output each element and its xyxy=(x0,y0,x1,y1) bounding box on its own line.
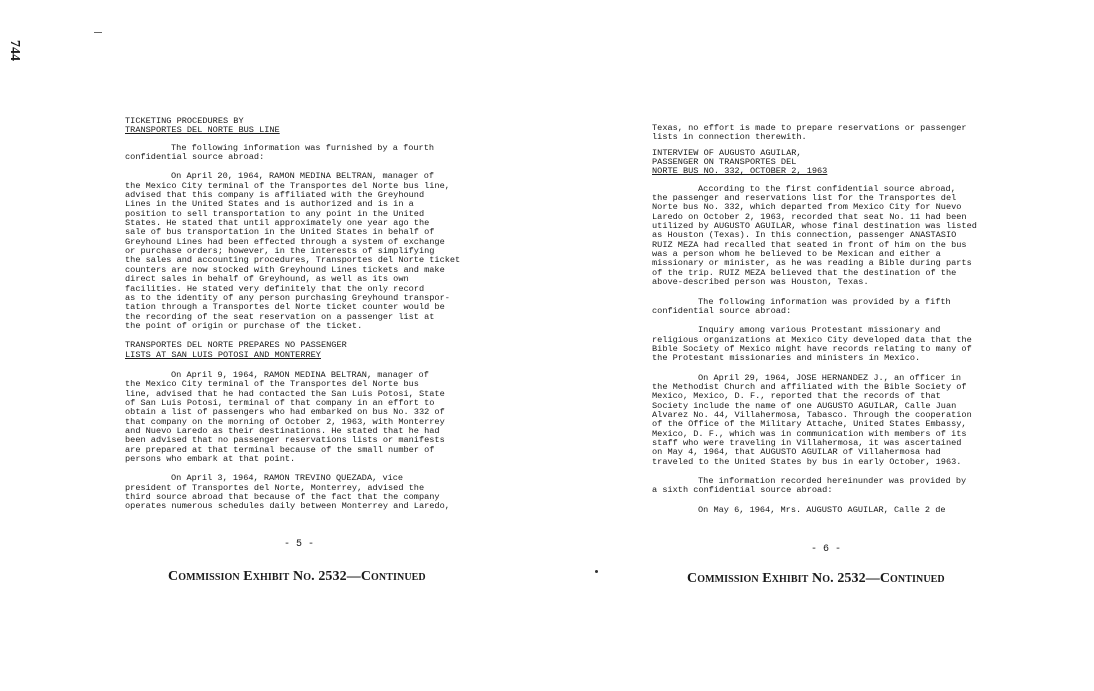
text-line: Society include the name of one AUGUSTO AGUILAR, Calle Juan xyxy=(652,400,957,411)
text-line: above-described person was Houston, Texas. xyxy=(652,277,869,288)
paragraph xyxy=(652,298,1002,317)
text-line: staff who were traveling in Villahermosa, it was ascertained xyxy=(652,437,962,448)
text-line: position to sell transportation to any point in the United xyxy=(125,208,425,219)
text-line: Laredo on October 2, 1963, recorded that seat No. 11 had been xyxy=(652,211,967,222)
text-line: On April 9, 1964, RAMON MEDINA BELTRAN, manager of xyxy=(171,369,429,380)
right-page-text xyxy=(652,124,1002,515)
text-line: of San Luis Potosi, terminal of that company in an effort to xyxy=(125,397,435,408)
text-line: the point of origin or purchase of the ticket. xyxy=(125,320,363,331)
text-line: as to the identity of any person purchasing Greyhound transpor- xyxy=(125,292,450,303)
text-line: On April 20, 1964, RAMON MEDINA BELTRAN, manager of xyxy=(171,171,435,182)
text-line: been advised that no passenger reservations lists or manifests xyxy=(125,435,445,446)
text-line: confidential source abroad: xyxy=(652,305,792,316)
text-line: Lines in the United States and is authorized and is in a xyxy=(125,199,414,210)
heading-ticketing xyxy=(125,117,470,136)
text-line: confidential source abroad: xyxy=(125,152,265,163)
paragraph xyxy=(652,124,1002,143)
text-line: utilized by AUGUSTO AGUILAR, whose final destination was listed xyxy=(652,221,977,232)
exhibit-caption-right: Commission Exhibit No. 2532—Continued xyxy=(687,571,945,586)
text-line: Greyhound Lines had been effected through a system of exchange xyxy=(125,236,445,247)
text-line: religious organizations at Mexico City developed data that the xyxy=(652,334,972,345)
paragraph xyxy=(652,506,1002,515)
text-line: a sixth confidential source abroad: xyxy=(652,485,833,496)
heading-line: NORTE BUS NO. 332, OCTOBER 2, 1963 xyxy=(652,166,828,177)
text-line: The information recorded hereinunder was provided by xyxy=(698,476,967,486)
text-line: lists in connection therewith. xyxy=(652,132,807,143)
heading-line: TICKETING PROCEDURES BY xyxy=(125,116,244,126)
text-line: Bible Society of Mexico might have records relating to many of xyxy=(652,343,972,354)
text-line: direct sales in behalf of Greyhound, as well as its own xyxy=(125,274,409,285)
text-line: Mexico, Mexico, D. F., reported that the records of that xyxy=(652,391,941,402)
text-line: the recording of the seat reservation on a passenger list at xyxy=(125,311,435,322)
text-line: of the trip. RUIZ MEZA believed that the destination of the xyxy=(652,267,957,278)
text-line: was a person whom he believed to be Mexican and either a xyxy=(652,249,941,260)
text-line: Inquiry among various Protestant missionary and xyxy=(698,325,941,336)
text-line: obtain a list of passengers who had embarked on bus No. 332 of xyxy=(125,407,445,418)
paragraph xyxy=(125,144,470,163)
text-line: the sales and accounting procedures, Transportes del Norte ticket xyxy=(125,255,461,266)
heading-line: PASSENGER ON TRANSPORTES DEL xyxy=(652,157,797,168)
text-line: and Nuevo Laredo as their destinations. He stated that he had xyxy=(125,425,440,436)
text-line: that company on the morning of October 2, 1963, with Monterrey xyxy=(125,416,445,427)
margin-page-number: 744 xyxy=(7,40,22,61)
text-line: facilities. He stated very definitely that the only record xyxy=(125,283,425,294)
paragraph xyxy=(125,474,470,511)
text-line: the Methodist Church and affiliated with the Bible Society of xyxy=(652,381,967,392)
paragraph xyxy=(125,172,470,331)
page-number-right: - 6 - xyxy=(811,544,842,555)
text-line: On April 29, 1964, JOSE HERNANDEZ J., an officer in xyxy=(698,372,962,383)
paragraph xyxy=(125,371,470,464)
text-line: On April 3, 1964, RAMON TREVINO QUEZADA, vice xyxy=(171,473,404,484)
heading-line: LISTS AT SAN LUIS POTOSI AND MONTERREY xyxy=(125,349,321,360)
text-line: as Houston (Texas). In this connection, passenger ANASTASIO xyxy=(652,230,957,241)
text-line: operates numerous schedules daily between Monterrey and Laredo, xyxy=(125,501,450,512)
margin-mark xyxy=(94,32,102,33)
text-line: are prepared at that terminal because of the small number of xyxy=(125,444,435,455)
text-line: the passenger and reservations list for the Transportes del xyxy=(652,193,957,204)
text-line: of the Office of the Military Attache, United States Embassy, xyxy=(652,419,967,430)
text-line: Norte bus No. 332, which departed from Mexico City for Nuevo xyxy=(652,202,962,213)
heading-line: TRANSPORTES DEL NORTE PREPARES NO PASSENGER xyxy=(125,340,347,351)
heading-line: INTERVIEW OF AUGUSTO AGUILAR, xyxy=(652,147,802,158)
text-line: advised that this company is affiliated with the Greyhound xyxy=(125,190,425,201)
text-line: third source abroad that because of the fact that the company xyxy=(125,492,440,503)
exhibit-caption-left: Commission Exhibit No. 2532—Continued xyxy=(168,569,426,584)
text-line: or purchase orders; however, in the interests of simplifying xyxy=(125,246,435,257)
text-line: tation through a Transportes del Norte ticket counter would be xyxy=(125,302,445,313)
text-line: traveled to the United States by bus in early October, 1963. xyxy=(652,456,962,467)
text-line: The following information was provided by a fifth xyxy=(698,296,951,307)
paragraph xyxy=(652,374,1002,467)
page-number-left: - 5 - xyxy=(284,539,315,550)
text-line: the Protestant missionaries and ministers in Mexico. xyxy=(652,353,921,364)
heading-passenger-lists xyxy=(125,341,470,360)
paragraph xyxy=(652,185,1002,288)
text-line: Alvarez No. 44, Villahermosa, Tabasco. Through the cooperation xyxy=(652,409,972,420)
heading-interview xyxy=(652,149,1002,177)
text-line: the Mexico City terminal of the Transportes del Norte bus line, xyxy=(125,180,450,191)
text-line: on May 4, 1964, that AUGUSTO AGUILAR of Villahermosa had xyxy=(652,447,941,458)
text-line: On May 6, 1964, Mrs. AUGUSTO AGUILAR, Calle 2 de xyxy=(698,504,946,515)
left-page-text xyxy=(125,117,470,512)
text-line: counters are now stocked with Greyhound Lines tickets and make xyxy=(125,264,445,275)
paragraph xyxy=(652,477,1002,496)
text-line: sale of bus transportation in the United States in behalf of xyxy=(125,227,435,238)
text-line: missionary or minister, as he was reading a Bible during parts xyxy=(652,258,972,269)
text-line: Mexico, D. F., which was in communication with members of its xyxy=(652,428,967,439)
text-line: The following information was furnished by a fourth xyxy=(171,142,435,153)
text-line: the Mexico City terminal of the Transportes del Norte bus xyxy=(125,379,419,390)
paragraph xyxy=(652,326,1002,363)
text-line: president of Transportes del Norte, Monterrey, advised the xyxy=(125,482,425,493)
heading-line: TRANSPORTES DEL NORTE BUS LINE xyxy=(125,125,280,136)
text-line: According to the first confidential source abroad, xyxy=(698,183,956,194)
text-line: States. He stated that until approximately one year ago the xyxy=(125,218,430,229)
gutter-mark xyxy=(595,570,598,573)
text-line: persons who embark at that point. xyxy=(125,454,296,464)
text-line: line, advised that he had contacted the San Luis Potosi, State xyxy=(125,388,445,399)
text-line: RUIZ MEZA had recalled that seated in front of him on the bus xyxy=(652,239,967,250)
text-line: Texas, no effort is made to prepare reservations or passenger xyxy=(652,123,967,133)
